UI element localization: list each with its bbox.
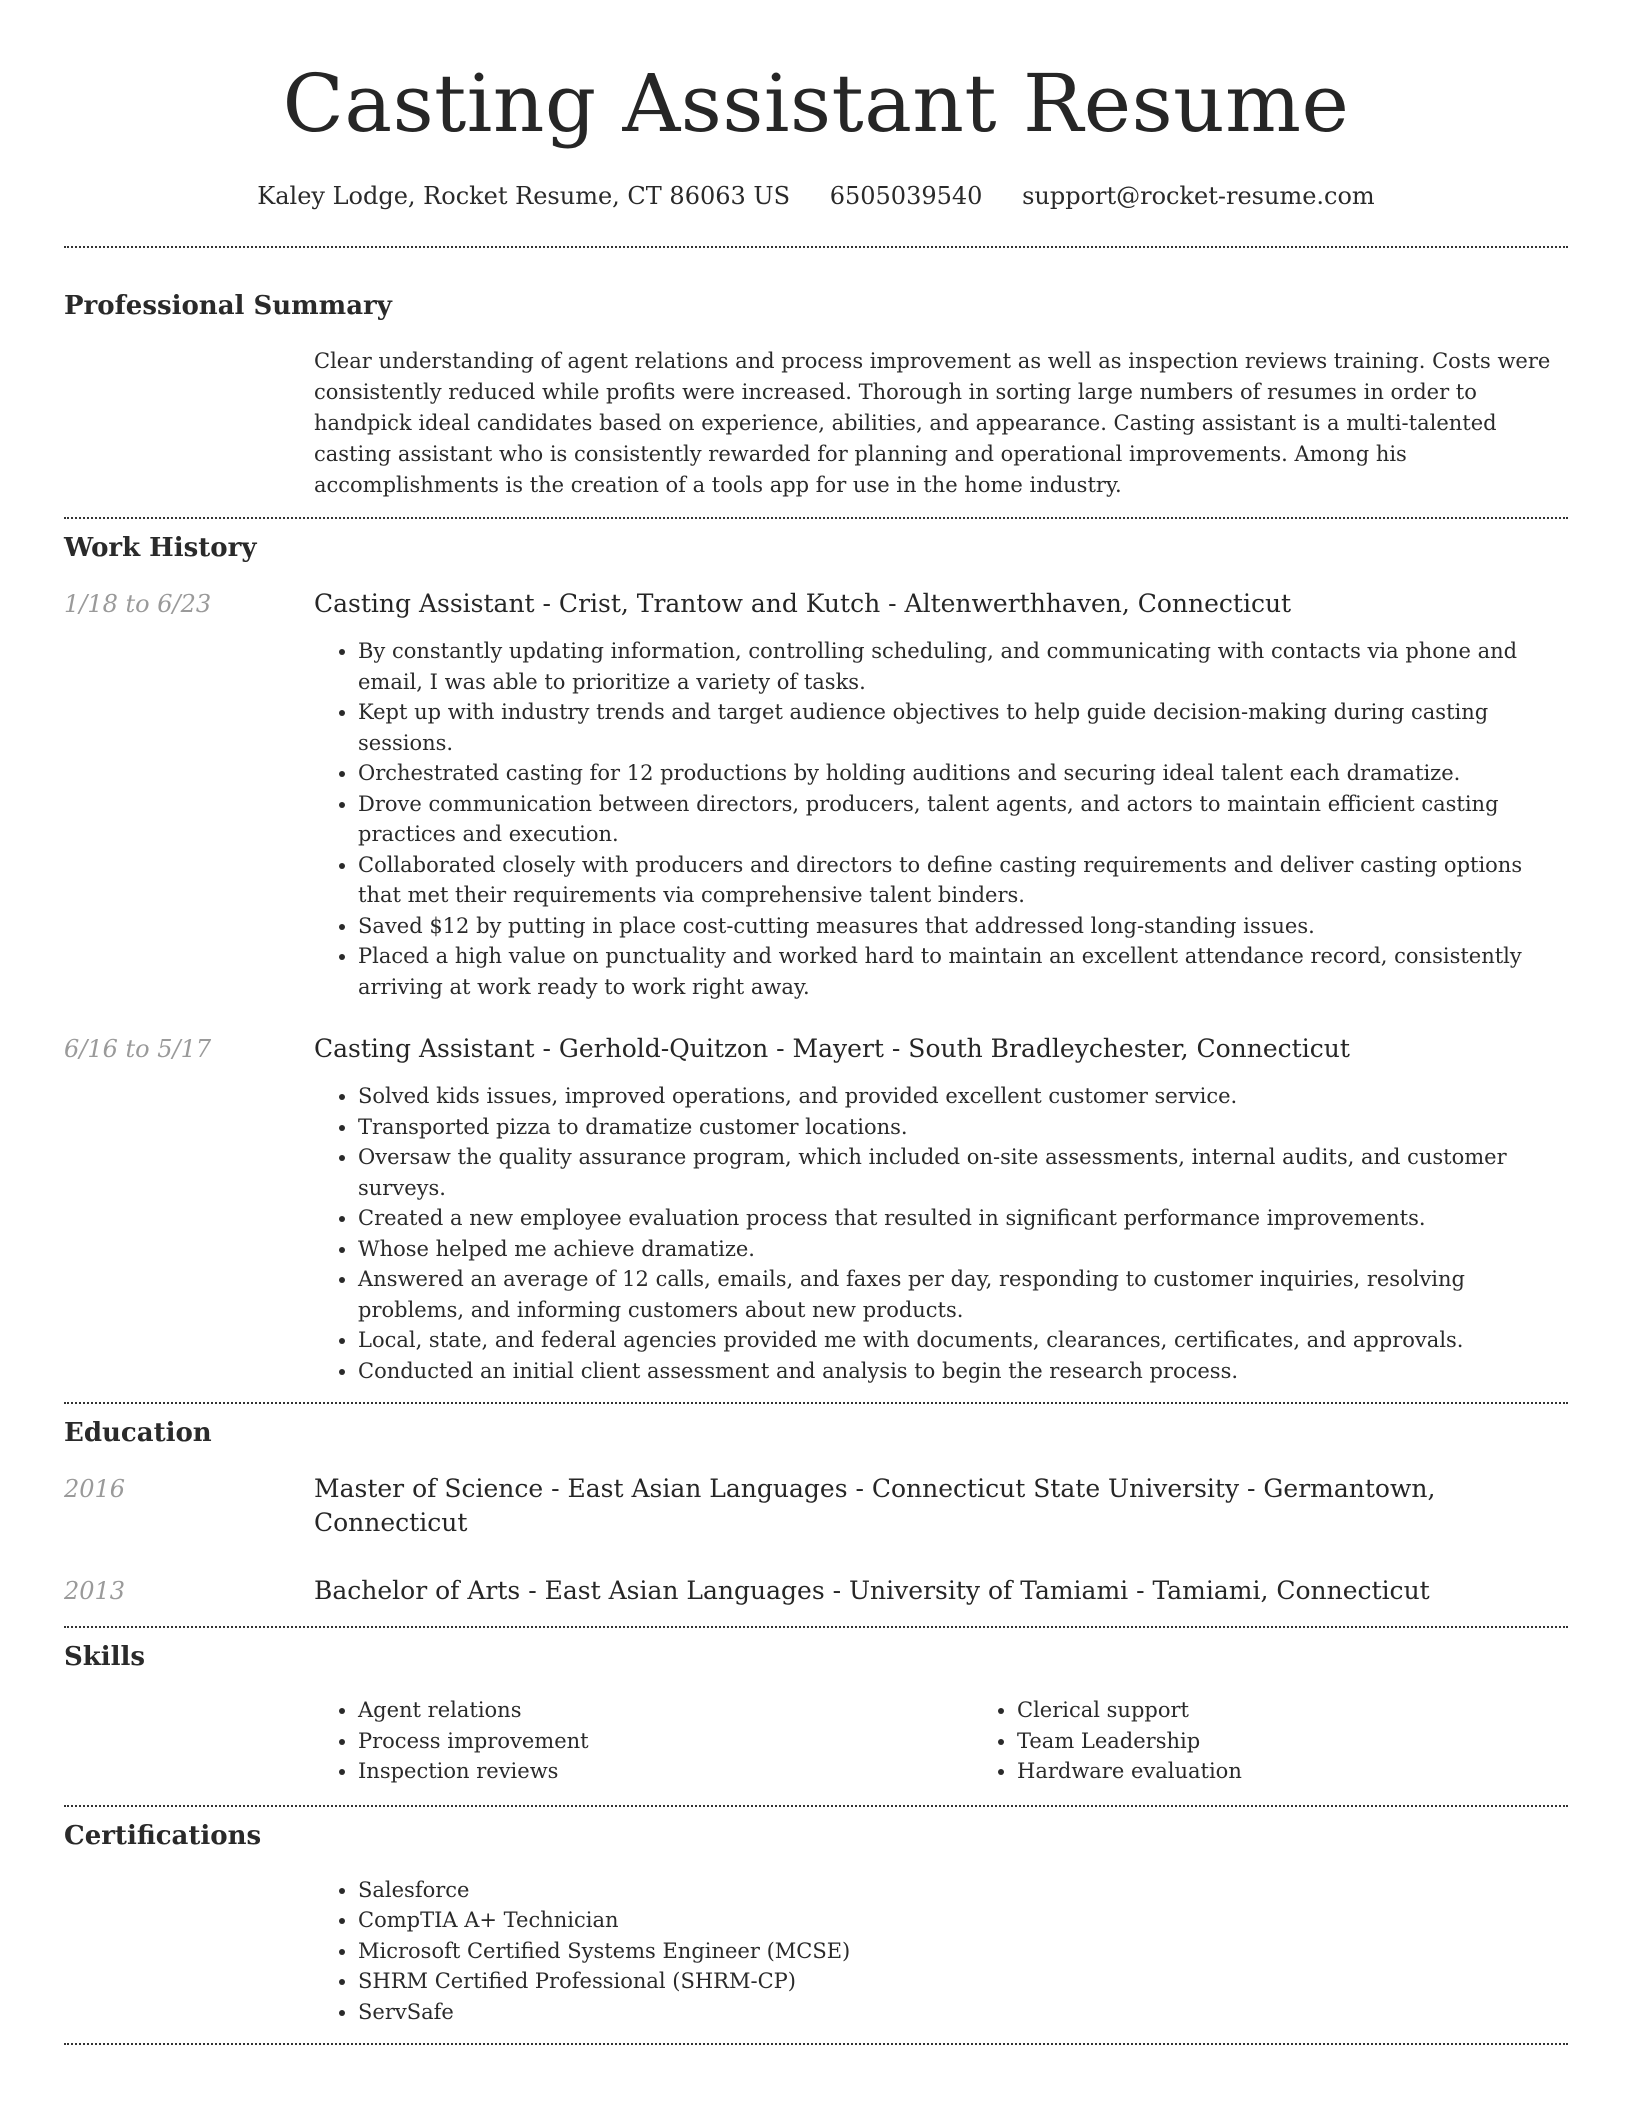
- skills-list-left: [314, 1695, 973, 1787]
- list-item: • Created a new employee evaluation process that resulted in significant performance improvements.: [358, 1203, 1568, 1234]
- list-item: • Local, state, and federal agencies provided me with documents, clearances, certificates, and approvals.: [358, 1325, 1568, 1356]
- education-entry: [64, 1574, 1568, 1608]
- list-item: • Process improvement: [358, 1726, 973, 1757]
- list-item: • Orchestrated casting for 12 productions by holding auditions and securing ideal talent each dramatize.: [358, 758, 1568, 789]
- resume-page: [64, 0, 1568, 2045]
- list-item: • Microsoft Certified Systems Engineer (MCSE): [358, 1936, 1568, 1967]
- resume-title: Casting Assistant Resume: [282, 57, 1350, 150]
- list-item: • Solved kids issues, improved operations, and provided excellent customer service.: [358, 1081, 1568, 1112]
- list-item: • Team Leadership: [1017, 1726, 1632, 1757]
- education-entry: [64, 1472, 1568, 1540]
- list-item: • Oversaw the quality assurance program, which included on-site assessments, internal audits, and customer surveys.: [358, 1142, 1568, 1203]
- skills-list-right: [973, 1695, 1632, 1787]
- list-item: • Kept up with industry trends and target audience objectives to help guide decision-making during casting sessions.: [358, 697, 1568, 758]
- divider: [64, 1805, 1568, 1807]
- job-dates: 6/16 to 5/17: [64, 1035, 212, 1063]
- divider: [64, 1626, 1568, 1628]
- certifications-section: [64, 1818, 1568, 2028]
- list-item: • Clerical support: [1017, 1695, 1632, 1726]
- divider: [64, 246, 1568, 248]
- list-item: • Saved $12 by putting in place cost-cutting measures that addressed long-standing issues.: [358, 911, 1568, 942]
- list-item: • By constantly updating information, controlling scheduling, and communicating with contacts via phone and email, I was able to prioritize a variety of tasks.: [358, 636, 1568, 697]
- section-heading-education: Education: [64, 1418, 212, 1448]
- work-history-section: [64, 530, 1568, 1386]
- divider: [64, 2043, 1568, 2045]
- section-heading-skills: Skills: [64, 1642, 146, 1672]
- contact-line: [64, 178, 1568, 214]
- job-title: Casting Assistant - Gerhold-Quitzon - Mayert - South Bradleychester, Connecticut: [314, 1034, 1350, 1063]
- job-bullets: [314, 1081, 1568, 1386]
- list-item: • Drove communication between directors, producers, talent agents, and actors to maintain efficient casting practices and execution.: [358, 789, 1568, 850]
- list-item: • Collaborated closely with producers and directors to define casting requirements and deliver casting options that met their requirements via comprehensive talent binders.: [358, 850, 1568, 911]
- list-item: • Transported pizza to dramatize customer locations.: [358, 1112, 1568, 1143]
- summary-section: [64, 288, 1568, 501]
- section-heading-work-history: Work History: [64, 533, 257, 563]
- list-item: • ServSafe: [358, 1997, 1568, 2028]
- job-bullets: [314, 636, 1568, 1002]
- education-year: 2013: [64, 1577, 126, 1605]
- contact-address: Kaley Lodge, Rocket Resume, CT 86063 US: [257, 182, 791, 210]
- education-degree: Master of Science - East Asian Languages - Connecticut State University - Germantown, Connecticut: [314, 1474, 1436, 1537]
- divider: [64, 1402, 1568, 1404]
- list-item: • Answered an average of 12 calls, emails, and faxes per day, responding to customer inquiries, resolving problems, and informing customers about new products.: [358, 1264, 1568, 1325]
- summary-text: Clear understanding of agent relations and process improvement as well as inspection reviews training. Costs were consistently reduced while profits were increased. Thorough in sorting large numbers of resumes in order to handpick ideal candidates based on experience, abilities, and appearance. Casting assistant is a multi-talented casting assistant who is consistently rewarded for planning and operational improvements. Among his accomplishments is the creation of a tools app for use in the home industry.: [314, 349, 1551, 497]
- list-item: • Salesforce: [358, 1875, 1568, 1906]
- education-year: 2016: [64, 1475, 126, 1503]
- job-title: Casting Assistant - Crist, Trantow and Kutch - Altenwerthhaven, Connecticut: [314, 589, 1292, 618]
- job-entry: [64, 587, 1568, 1002]
- list-item: • Whose helped me achieve dramatize.: [358, 1234, 1568, 1265]
- list-item: • Inspection reviews: [358, 1756, 973, 1787]
- contact-phone: 6505039540: [829, 182, 983, 210]
- list-item: • Conducted an initial client assessment and analysis to begin the research process.: [358, 1356, 1568, 1387]
- section-heading-summary: Professional Summary: [64, 291, 392, 321]
- list-item: • CompTIA A+ Technician: [358, 1905, 1568, 1936]
- education-section: [64, 1415, 1568, 1608]
- contact-email: support@rocket-resume.com: [1022, 182, 1375, 210]
- list-item: • Hardware evaluation: [1017, 1756, 1632, 1787]
- certifications-list: [314, 1875, 1568, 2028]
- job-dates: 1/18 to 6/23: [64, 590, 212, 618]
- section-heading-certifications: Certifications: [64, 1820, 262, 1851]
- list-item: • Agent relations: [358, 1695, 973, 1726]
- skills-section: [64, 1639, 1568, 1787]
- list-item: • SHRM Certified Professional (SHRM-CP): [358, 1966, 1568, 1997]
- list-item: • Placed a high value on punctuality and worked hard to maintain an excellent attendance record, consistently arriving at work ready to work right away.: [358, 941, 1568, 1002]
- job-entry: [64, 1032, 1568, 1386]
- divider: [64, 517, 1568, 519]
- education-degree: Bachelor of Arts - East Asian Languages - University of Tamiami - Tamiami, Connecticut: [314, 1576, 1430, 1605]
